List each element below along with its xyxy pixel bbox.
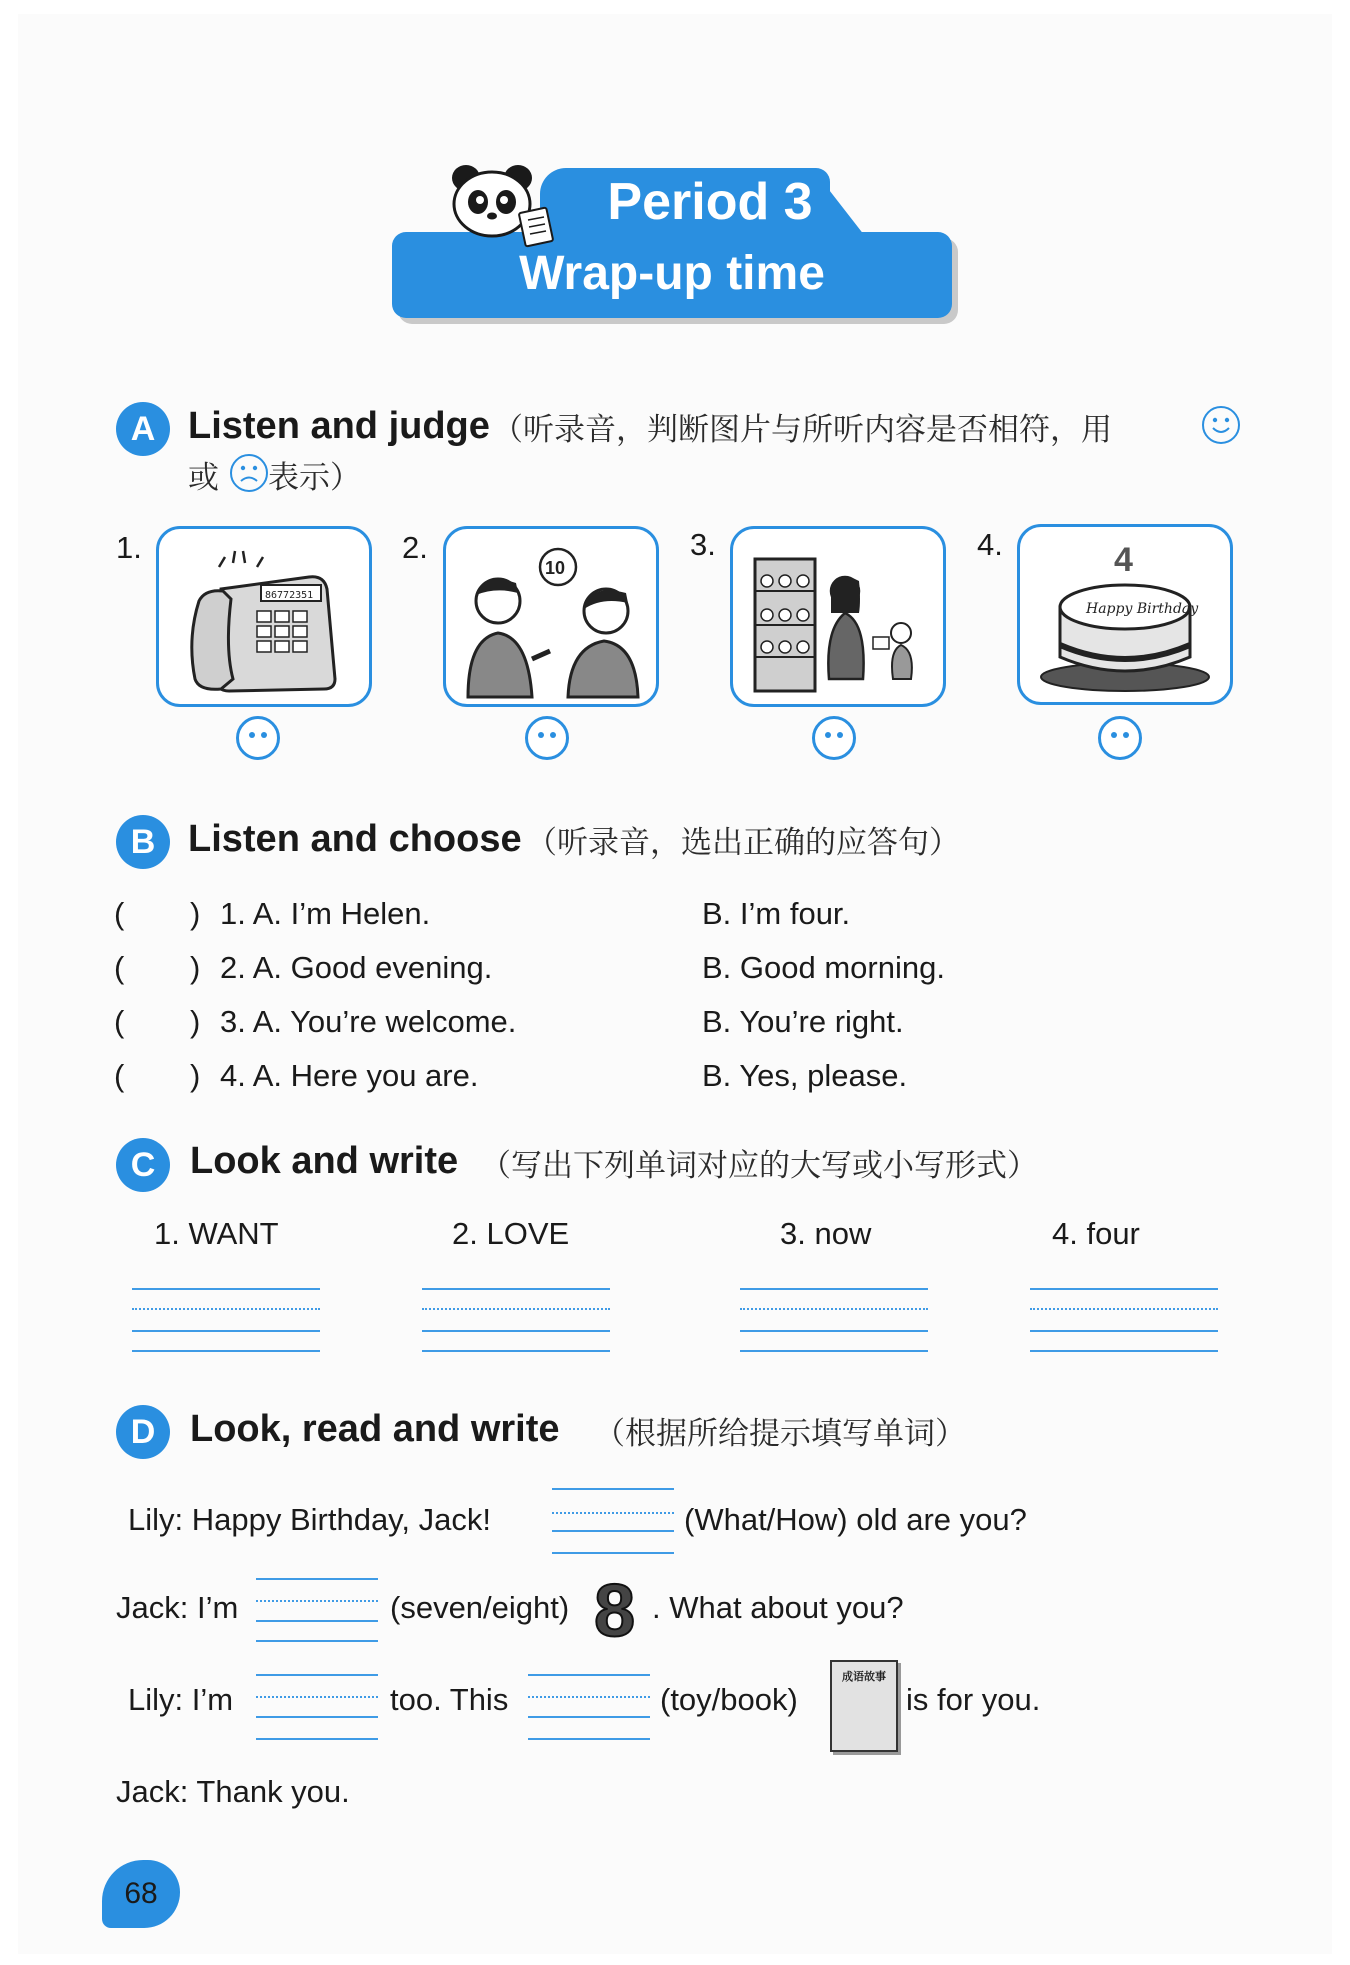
toy-shop-icon [733,529,943,704]
section-a-title: Listen and judge [188,405,490,447]
page-title-wrap-up: Wrap-up time [519,247,825,300]
section-b-badge: B [116,815,170,869]
picture-boys-talking [443,526,659,707]
answer-paren-close: ) [190,1058,201,1093]
svg-text:8: 8 [594,1570,636,1644]
dialogue-line-2-end: . What about you? [652,1590,904,1625]
dialogue-line-1: Lily: Happy Birthday, Jack! [128,1502,491,1537]
word-prompt: 4. four [1052,1216,1140,1251]
option-a: 1. A. I’m Helen. [220,896,431,931]
picture-toy-shop [730,526,946,707]
sad-face-icon [230,454,268,492]
answer-paren-open: ( [114,950,125,985]
section-b-title: Listen and choose [188,818,522,860]
svg-text:86772351: 86772351 [265,590,314,601]
number-eight-icon [588,1570,650,1644]
picture-birthday-cake [1017,524,1233,705]
telephone-icon [159,529,369,704]
book-title: 成语故事 [842,1670,886,1683]
dialogue-line-2-hint: (seven/eight) [390,1590,570,1625]
answer-paren-close: ) [190,1004,201,1039]
item-number: 4. [977,527,1003,562]
answer-blank[interactable] [132,946,188,990]
option-b: B. I’m four. [702,896,851,931]
book-icon [830,1660,898,1752]
answer-blank[interactable] [132,1054,188,1098]
answer-face-icon[interactable] [525,716,569,760]
boys-talking-icon [446,529,656,704]
answer-blank[interactable] [132,1000,188,1044]
item-number: 1. [116,530,142,565]
answer-paren-close: ) [190,896,201,931]
option-b: B. Good morning. [702,950,945,985]
happy-face-icon [1202,406,1240,444]
dialogue-line-3-end: is for you. [906,1682,1041,1717]
answer-paren-open: ( [114,1058,125,1093]
page-number: 68 [102,1860,180,1928]
answer-face-icon[interactable] [812,716,856,760]
word-prompt: 1. WANT [154,1216,279,1251]
answer-paren-close: ) [190,950,201,985]
svg-text:Happy Birthday: Happy Birthday [1086,601,1199,617]
item-number: 3. [690,527,716,562]
dialogue-line-2: Jack: I’m [116,1590,239,1625]
svg-text:4: 4 [1114,541,1133,579]
dialogue-line-3-hint: (toy/book) [660,1682,798,1717]
option-a: 4. A. Here you are. [220,1058,479,1093]
section-c-badge: C [116,1138,170,1192]
answer-blank[interactable] [132,892,188,936]
section-d-badge: D [116,1405,170,1459]
section-c-title: Look and write [190,1140,459,1182]
section-c-instruction: （写出下列单词对应的大写或小写形式） [480,1148,1038,1184]
dialogue-line-4: Jack: Thank you. [116,1774,350,1809]
answer-face-icon[interactable] [236,716,280,760]
word-prompt: 3. now [780,1216,872,1251]
section-a-badge: A [116,402,170,456]
panda-mascot-icon [444,160,564,250]
answer-paren-open: ( [114,1004,125,1039]
option-a: 3. A. You’re welcome. [220,1004,517,1039]
dialogue-line-1-hint: (What/How) old are you? [684,1502,1027,1537]
svg-text:10: 10 [545,558,566,578]
section-d-instruction: （根据所给提示填写单词） [594,1416,966,1452]
word-prompt: 2. LOVE [452,1216,570,1251]
dialogue-line-3: Lily: I’m [128,1682,234,1717]
section-a-instruction: （听录音，判断图片与所听内容是否相符，用 [492,412,1112,448]
picture-telephone [156,526,372,707]
option-b: B. Yes, please. [702,1058,908,1093]
option-b: B. You’re right. [702,1004,904,1039]
page-title-period: Period 3 [607,173,813,231]
section-a-instruction-or: 或 [188,460,219,496]
section-d-title: Look, read and write [190,1408,560,1450]
dialogue-line-3-middle: too. This [390,1682,509,1717]
section-b-instruction: （听录音，选出正确的应答句） [526,825,960,861]
answer-paren-open: ( [114,896,125,931]
birthday-cake-icon [1020,527,1230,702]
item-number: 2. [402,530,428,565]
section-a-instruction-end: 表示） [268,460,361,496]
option-a: 2. A. Good evening. [220,950,493,985]
answer-face-icon[interactable] [1098,716,1142,760]
